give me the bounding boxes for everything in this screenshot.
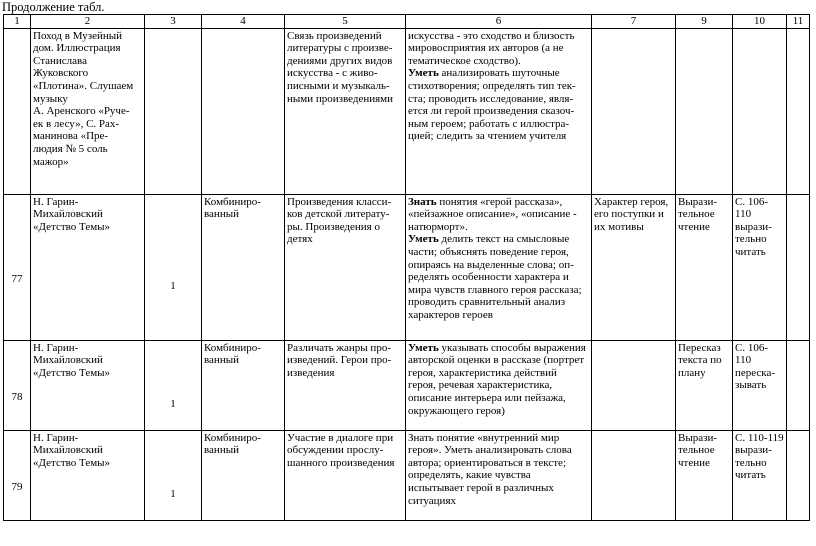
activity-cell — [592, 194, 676, 340]
skills-text: Знать понятие «внутренний мир — [408, 431, 560, 444]
hours-value: 1 — [170, 398, 176, 411]
hours-value: 1 — [170, 488, 176, 501]
skills-text: «пейзажное описание», «описание - — [408, 208, 577, 221]
control-type-cell — [676, 340, 733, 430]
skills-line — [408, 259, 589, 272]
skills-text: стихотворения; определять тип тек- — [408, 79, 576, 92]
cell-line: Произведения класси- — [287, 195, 392, 208]
skills-line — [408, 196, 589, 209]
date-cell — [787, 430, 810, 520]
cell-line: ры. Произведения о — [287, 220, 380, 233]
skills-line — [408, 296, 589, 309]
activity-cell — [592, 28, 676, 194]
skills-keyword: Уметь — [408, 67, 439, 80]
homework-cell — [733, 430, 787, 520]
cell-line: Н. Гарин- — [33, 341, 79, 354]
homework-cell — [733, 28, 787, 194]
skills-text: искусства - это сходство и близость — [408, 29, 575, 42]
skills-text: автора; ориентироваться в тексте; — [408, 456, 566, 469]
topic-cell — [31, 28, 145, 194]
lesson-type-cell — [202, 430, 285, 520]
cell-line: Н. Гарин- — [33, 195, 79, 208]
skills-line — [408, 405, 589, 418]
cell-line: С. 110-119 — [735, 431, 784, 444]
date-cell — [787, 28, 810, 194]
lesson-type-cell — [202, 340, 285, 430]
skills-line — [408, 30, 589, 43]
skills-text: ситуациях — [408, 494, 457, 507]
skills-line — [408, 342, 589, 355]
cell-line: «Детство Темы» — [33, 366, 111, 379]
header-row — [4, 15, 810, 29]
cell-line: Связь произведений — [287, 29, 382, 42]
cell-line: искусства - с живо- — [287, 67, 378, 80]
table-row — [4, 194, 810, 340]
topic-cell — [31, 194, 145, 340]
cell-line: вырази- — [735, 444, 772, 457]
table-caption: Продолжение табл. — [2, 0, 105, 14]
table-row — [4, 340, 810, 430]
skills-text: проводить сравнительный анализ — [408, 296, 566, 309]
cell-line: переска- — [735, 366, 776, 379]
cell-line: Комбиниро- — [204, 431, 261, 444]
header-cell: 7 — [592, 15, 676, 29]
cell-line: Характер героя, — [594, 195, 669, 208]
cell-line: литературы с произве- — [287, 42, 393, 55]
skills-text: тематическое сходство). — [408, 54, 521, 67]
skills-line — [408, 208, 589, 221]
header-cell: 6 — [406, 15, 592, 29]
cell-line: ванный — [204, 444, 239, 457]
header-cell: 4 — [202, 15, 285, 29]
cell-line: его поступки и — [594, 208, 664, 221]
lesson-number: 78 — [11, 391, 23, 404]
hours-value: 1 — [170, 280, 176, 293]
skills-line — [408, 55, 589, 68]
skills-line — [408, 221, 589, 234]
skills-keyword: Уметь — [408, 341, 439, 354]
skills-text: ется ли герой произведения сказоч- — [408, 105, 575, 118]
cell-line: С. 106-110 — [735, 195, 768, 221]
skills-line — [408, 42, 589, 55]
skills-text: ределять особенности характера и — [408, 271, 569, 284]
skills-line — [408, 93, 589, 106]
homework-cell — [733, 194, 787, 340]
cell-line: Поход в Музейный — [33, 29, 123, 42]
cell-line: плану — [678, 366, 706, 379]
cell-line: музыку — [33, 92, 68, 105]
hours-cell — [145, 194, 202, 340]
cell-line: зывать — [735, 379, 767, 392]
cell-line: Различать жанры про- — [287, 341, 391, 354]
homework-cell — [733, 340, 787, 430]
skills-cell — [406, 430, 592, 520]
skills-text: героя». Уметь анализировать слова — [408, 444, 572, 457]
cell-line: Пересказ — [678, 341, 721, 354]
cell-line: Комбиниро- — [204, 341, 261, 354]
skills-line — [408, 457, 589, 470]
content-cell — [285, 28, 406, 194]
content-cell — [285, 430, 406, 520]
skills-text: указывать способы выражения — [438, 341, 586, 354]
skills-text: цией; следить за чтением учителя — [408, 130, 567, 143]
skills-line — [408, 444, 589, 457]
skills-text: части; объяснять поведение героя, — [408, 245, 569, 258]
skills-line — [408, 354, 589, 367]
cell-line: ванный — [204, 354, 239, 367]
skills-text: окружающего героя) — [408, 404, 505, 417]
skills-text: опираясь на выделенные слова; оп- — [408, 258, 574, 271]
cell-line: мажор» — [33, 155, 69, 168]
cell-line: С. 106-110 — [735, 341, 768, 367]
lesson-number-cell — [4, 194, 31, 340]
skills-line — [408, 432, 589, 445]
skills-cell — [406, 28, 592, 194]
cell-line: шанного произведения — [287, 456, 395, 469]
header-cell: 10 — [733, 15, 787, 29]
skills-line — [408, 105, 589, 118]
cell-line: тельное — [678, 444, 715, 457]
lesson-number: 77 — [11, 273, 23, 286]
skills-line — [408, 309, 589, 322]
header-cell: 3 — [145, 15, 202, 29]
table-row — [4, 28, 810, 194]
content-cell — [285, 340, 406, 430]
skills-line — [408, 118, 589, 131]
skills-keyword: Уметь — [408, 233, 439, 246]
skills-line — [408, 67, 589, 80]
topic-cell — [31, 430, 145, 520]
activity-cell — [592, 340, 676, 430]
cell-line: изведений. Герои про- — [287, 354, 392, 367]
skills-cell — [406, 194, 592, 340]
header-cell: 5 — [285, 15, 406, 29]
hours-cell — [145, 430, 202, 520]
header-cell: 9 — [676, 15, 733, 29]
cell-line: ков детской литерату- — [287, 208, 390, 221]
skills-line — [408, 130, 589, 143]
cell-line: читать — [735, 469, 766, 482]
skills-text: героя, характеристика действий — [408, 366, 557, 379]
skills-text: натюрморт». — [408, 220, 468, 233]
header-cell: 11 — [787, 15, 810, 29]
cell-line: «Детство Темы» — [33, 456, 111, 469]
skills-text: героя, речевая характеристика, — [408, 379, 553, 392]
cell-line: чтение — [678, 220, 710, 233]
cell-line: изведения — [287, 366, 335, 379]
skills-text: ным героем; работать с иллюстра- — [408, 117, 570, 130]
hours-cell — [145, 340, 202, 430]
cell-line: читать — [735, 245, 766, 258]
header-cell: 2 — [31, 15, 145, 29]
cell-line: Н. Гарин- — [33, 431, 79, 444]
skills-line — [408, 80, 589, 93]
lesson-type-cell — [202, 28, 285, 194]
control-type-cell — [676, 28, 733, 194]
cell-line: писными и музыкаль- — [287, 79, 390, 92]
cell-line: Вырази- — [678, 431, 718, 444]
cell-line: тельное — [678, 208, 715, 221]
lesson-number-cell — [4, 340, 31, 430]
lesson-plan-table — [3, 14, 810, 521]
date-cell — [787, 340, 810, 430]
hours-cell — [145, 28, 202, 194]
cell-line: тельно — [735, 456, 767, 469]
cell-line: Вырази- — [678, 195, 718, 208]
cell-line: тельно — [735, 233, 767, 246]
cell-line: «Детство Темы» — [33, 220, 111, 233]
cell-line: Жуковского — [33, 67, 89, 80]
skills-text: анализировать шуточные — [438, 67, 560, 80]
cell-line: вырази- — [735, 220, 772, 233]
skills-line — [408, 284, 589, 297]
topic-cell — [31, 340, 145, 430]
cell-line: Михайловский — [33, 444, 103, 457]
activity-cell — [592, 430, 676, 520]
skills-line — [408, 246, 589, 259]
cell-line: ванный — [204, 208, 239, 221]
cell-line: обсуждении прослу- — [287, 444, 384, 457]
lesson-number: 79 — [11, 481, 23, 494]
skills-cell — [406, 340, 592, 430]
cell-line: «Плотина». Слушаем — [33, 79, 134, 92]
skills-text: испытывает герой в различных — [408, 481, 554, 494]
cell-line: людия № 5 соль — [33, 142, 108, 155]
cell-line: Комбиниро- — [204, 195, 261, 208]
lesson-number-cell — [4, 28, 31, 194]
control-type-cell — [676, 194, 733, 340]
control-type-cell — [676, 430, 733, 520]
content-cell — [285, 194, 406, 340]
skills-line — [408, 482, 589, 495]
cell-line: Станислава — [33, 54, 87, 67]
skills-keyword: Знать — [408, 195, 437, 208]
skills-line — [408, 392, 589, 405]
skills-text: понятия «герой рассказа», — [436, 195, 563, 208]
cell-line: текста по — [678, 354, 722, 367]
cell-line: ек в лесу», С. Рах- — [33, 117, 120, 130]
cell-line: манинова «Пре- — [33, 130, 109, 143]
skills-text: авторской оценки в рассказе (портрет — [408, 354, 585, 367]
lesson-number-cell — [4, 430, 31, 520]
skills-text: определять, какие чувства — [408, 469, 531, 482]
skills-text: характеров героев — [408, 308, 493, 321]
cell-line: Михайловский — [33, 208, 103, 221]
skills-text: делить текст на смысловые — [438, 233, 570, 246]
cell-line: детях — [287, 233, 313, 246]
skills-text: ста; проводить исследование, явля- — [408, 92, 574, 105]
cell-line: А. Аренского «Руче- — [33, 105, 130, 118]
cell-line: дом. Иллюстрация — [33, 42, 121, 55]
cell-line: Участие в диалоге при — [287, 431, 394, 444]
skills-line — [408, 233, 589, 246]
skills-text: мира чувств главного героя рассказа; — [408, 283, 582, 296]
cell-line: их мотивы — [594, 220, 644, 233]
cell-line: чтение — [678, 456, 710, 469]
lesson-type-cell — [202, 194, 285, 340]
skills-line — [408, 495, 589, 508]
table-row — [4, 430, 810, 520]
header-cell: 1 — [4, 15, 31, 29]
cell-line: ными произведениями — [287, 92, 394, 105]
skills-text: мировосприятия их авторов (а не — [408, 42, 564, 55]
skills-line — [408, 379, 589, 392]
skills-text: описание интерьера или пейзажа, — [408, 391, 566, 404]
date-cell — [787, 194, 810, 340]
skills-line — [408, 367, 589, 380]
skills-line — [408, 271, 589, 284]
skills-line — [408, 469, 589, 482]
cell-line: дениями других видов — [287, 54, 393, 67]
cell-line: Михайловский — [33, 354, 103, 367]
